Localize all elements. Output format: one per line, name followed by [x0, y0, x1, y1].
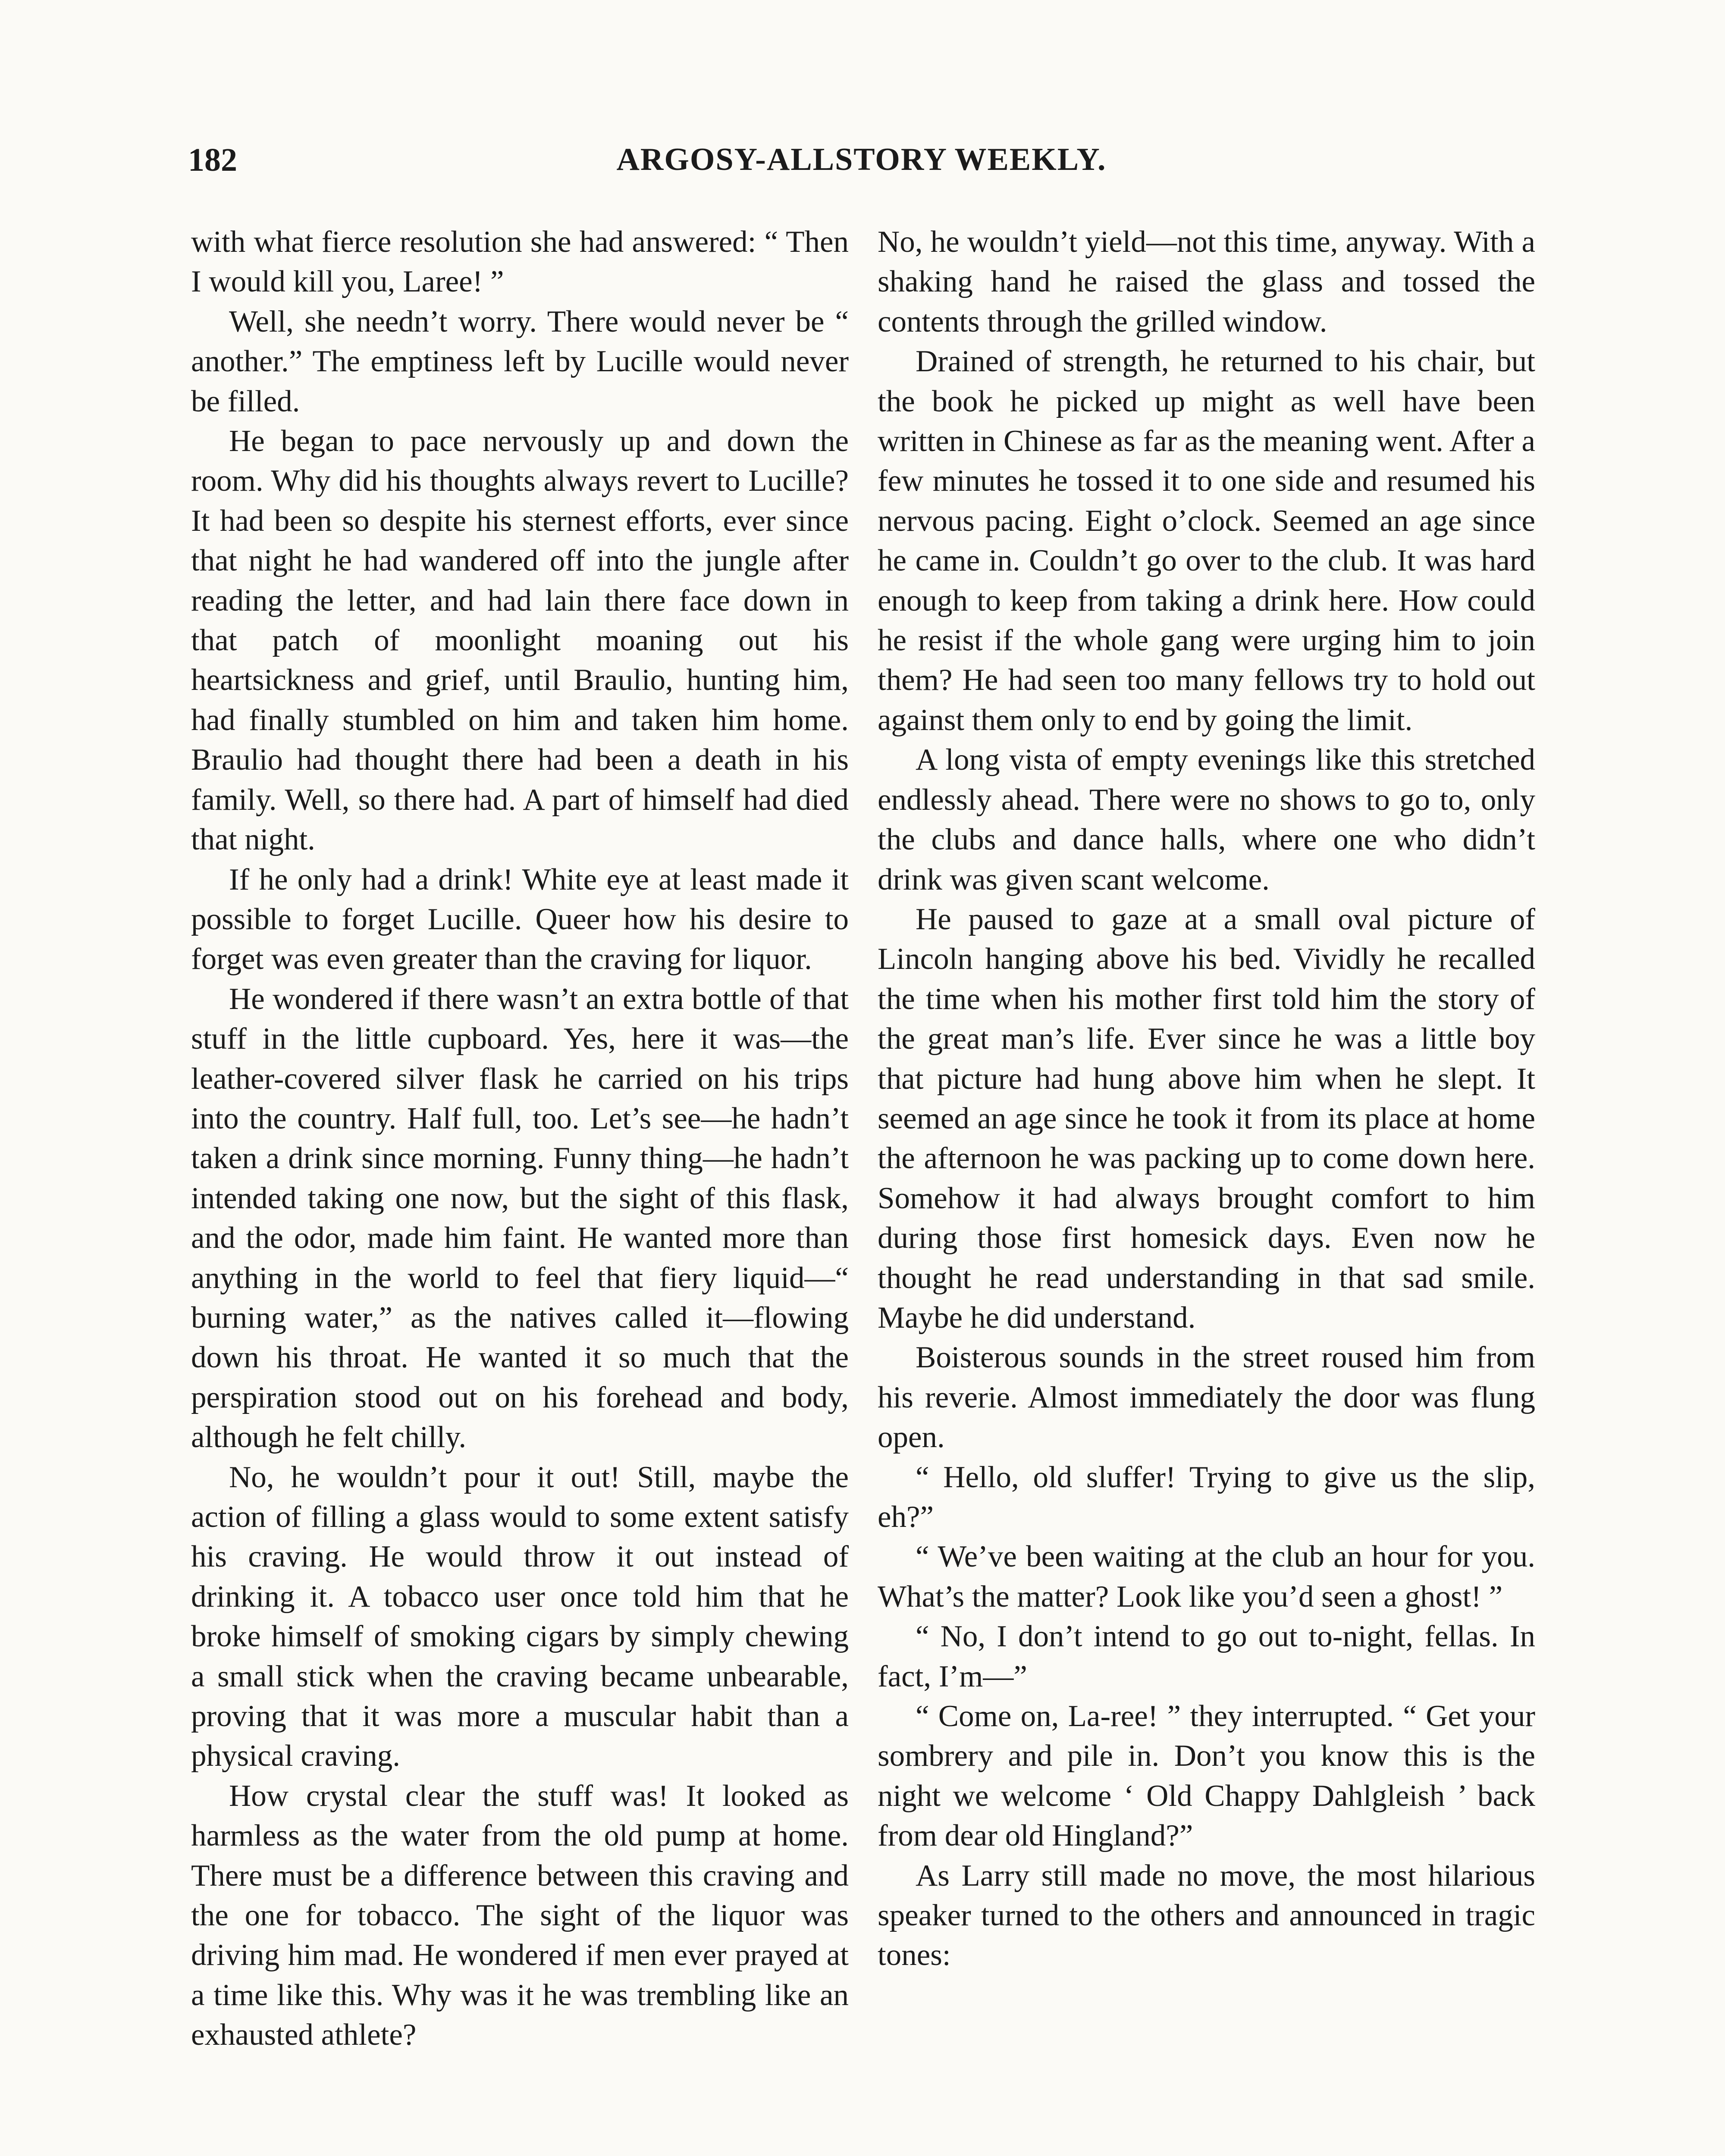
page-number: 182 [188, 142, 237, 178]
right-column [878, 222, 1535, 1975]
paragraph: He began to pace nervously up and down the room. Why did his thoughts always revert to Lucille? It had been so despite his sternest efforts, ever since that night he had wandered off into the jungle after reading the letter, and had lain there face down in that patch of moonlight moaning out his heartsickness and grief, until Braulio, hunting him, had finally stumbled on him and taken him home. Braulio had thought there had been a death in his family. Well, so there had. A part of himself had died that night. [191, 424, 849, 857]
paragraph: “ Hello, old sluffer! Trying to give us the slip, eh?” [878, 1460, 1535, 1534]
paragraph: Well, she needn’t worry. There would never be “ another.” The emptiness left by Lucille would never be filled. [191, 304, 849, 418]
page-header [188, 141, 1535, 189]
running-head: ARGOSY-ALLSTORY WEEKLY. [616, 142, 1107, 177]
paragraph: Boisterous sounds in the street roused him from his reverie. Almost immediately the door was flung open. [878, 1341, 1535, 1454]
paragraph: No, he wouldn’t yield—not this time, anyway. With a shaking hand he raised the glass and tossed the contents through the grilled window. [878, 225, 1535, 338]
paragraph: He paused to gaze at a small oval picture of Lincoln hanging above his bed. Vividly he recalled the time when his mother first told him the story of the great man’s life. Ever since he was a little boy that picture had hung above him when he slept. It seemed an age since he took it from its place at home the afternoon he was packing up to come down here. Somehow it had always brought comfort to him during those first homesick days. Even now he thought he read understanding in that sad smile. Maybe he did understand. [878, 902, 1535, 1335]
paragraph: with what fierce resolution she had answered: “ Then I would kill you, Laree! ” [191, 225, 849, 299]
paragraph: A long vista of empty evenings like this stretched endlessly ahead. There were no shows to go to, only the clubs and dance halls, where one who didn’t drink was given scant welcome. [878, 743, 1535, 896]
paragraph: “ No, I don’t intend to go out to-night, fellas. In fact, I’m—” [878, 1620, 1535, 1693]
left-column [191, 222, 849, 2055]
paragraph: “ We’ve been waiting at the club an hour for you. What’s the matter? Look like you’d seen a ghost! ” [878, 1540, 1535, 1614]
paragraph: How crystal clear the stuff was! It looked as harmless as the water from the old pump at home. There must be a difference between this craving and the one for tobacco. The sight of the liquor was driving him mad. He wondered if men ever prayed at a time like this. Why was it he was trembling like an exhausted athlete? [191, 1779, 849, 2052]
paragraph: Drained of strength, he returned to his chair, but the book he picked up might as well have been written in Chinese as far as the meaning went. After a few minutes he tossed it to one side and resumed his nervous pacing. Eight o’clock. Seemed an age since he came in. Couldn’t go over to the club. It was hard enough to keep from taking a drink here. How could he resist if the whole gang were urging him to join them? He had seen too many fellows try to hold out against them only to end by going the limit. [878, 345, 1535, 737]
paragraph: He wondered if there wasn’t an extra bottle of that stuff in the little cupboard. Yes, here it was—the leather-covered silver flask he carried on his trips into the country. Half full, too. Let’s see—he hadn’t taken a drink since morning. Funny thing—he hadn’t intended taking one now, but the sight of this flask, and the odor, made him faint. He wanted more than anything in the world to feel that fiery liquid—“ burning water,” as the natives called it—flowing down his throat. He wanted it so much that the perspiration stood out on his forehead and body, although he felt chilly. [191, 982, 849, 1454]
paragraph: As Larry still made no move, the most hilarious speaker turned to the others and announced in tragic tones: [878, 1858, 1535, 1972]
paragraph: “ Come on, La-ree! ” they interrupted. “ Get your sombrery and pile in. Don’t you know this is the night we welcome ‘ Old Chappy Dahlgleish ’ back from dear old Hingland?” [878, 1699, 1535, 1853]
paragraph: If he only had a drink! White eye at least made it possible to forget Lucille. Queer how his desire to forget was even greater than the craving for liquor. [191, 862, 849, 976]
paragraph: No, he wouldn’t pour it out! Still, maybe the action of filling a glass would to some extent satisfy his craving. He would throw it out instead of drinking it. A tobacco user once told him that he broke himself of smoking cigars by simply chewing a small stick when the craving became unbearable, proving that it was more a muscular habit than a physical craving. [191, 1460, 849, 1773]
